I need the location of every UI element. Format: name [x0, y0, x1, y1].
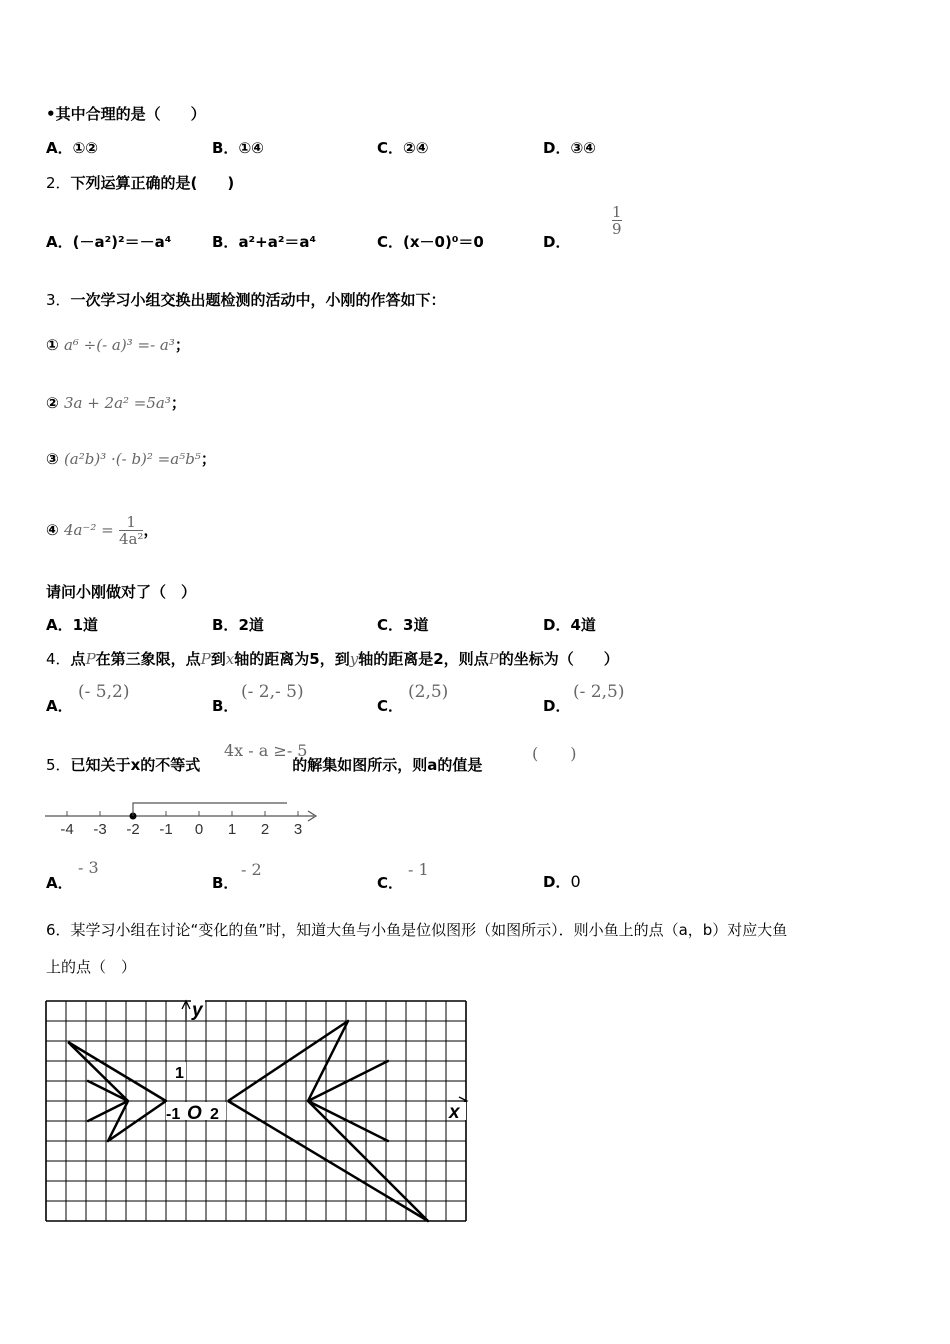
q2-option-d-fraction: $\frac{1}{9}$: [612, 203, 622, 238]
number-line-tick-label: 1: [227, 821, 237, 838]
grid-label-two: 2: [210, 1106, 219, 1123]
q3-item-4: ④ 4a⁻² = $\frac{1}{\text{4a²}}$ ，: [46, 513, 159, 548]
q3-item-4-fraction: $\frac{1}{\text{4a²}}$: [118, 513, 144, 548]
q6-stem-line-2: 上的点（ ）: [46, 958, 137, 976]
number-line-ticks: [60, 811, 302, 838]
q2-stem: 2．下列运算正确的是( ): [46, 174, 235, 192]
q4-option-d: D．: [543, 697, 571, 715]
grid-label-x: x: [449, 1102, 460, 1123]
q5-option-b-value: - 2: [241, 860, 262, 879]
number-line-tick-label: -2: [126, 821, 140, 838]
q4-option-b-value: (- 2,- 5): [241, 682, 304, 702]
q3-option-c: C．3道: [377, 616, 429, 634]
q-prev-stem-tail: •其中合理的是（ ）: [46, 105, 206, 123]
q5-option-a: A．: [46, 874, 73, 892]
q5-number-line: [40, 795, 330, 845]
q2-option-a: A．(－a²)²＝－a⁴: [46, 233, 172, 251]
grid-label-y: y: [192, 1000, 203, 1021]
q6-fish-grid: [44, 998, 474, 1228]
q3-item-3: ③ (a²b)³ ·(- b)² =a⁵b⁵；: [46, 450, 216, 468]
number-line-tick-label: 2: [260, 821, 270, 838]
q6-stem-line-1: 6．某学习小组在讨论“变化的鱼”时，知道大鱼与小鱼是位似图形（如图所示）．则小鱼上的点（a，b）对应大鱼: [46, 921, 788, 939]
solution-ray: [133, 803, 287, 816]
q3-item-1: ① a⁶ ÷(- a)³ =- a³；: [46, 336, 190, 354]
q5-paren: ( ): [532, 744, 577, 763]
grid-label-origin: O: [187, 1103, 202, 1124]
q2-option-c: C．(x－0)⁰＝0: [377, 233, 484, 251]
q5-inequality: 4x - a ≥- 5: [224, 741, 308, 760]
q4-option-c: C．: [377, 697, 404, 715]
small-fish: [68, 1042, 166, 1141]
q-prev-option-b: B．①④: [212, 139, 264, 157]
q4-option-a: A．: [46, 697, 73, 715]
q5-option-c-value: - 1: [408, 860, 429, 879]
q3-option-a: A．1道: [46, 616, 99, 634]
q-prev-option-a: A．①②: [46, 139, 99, 157]
q5-option-a-value: - 3: [78, 858, 99, 877]
q4-stem: 4．点P在第三象限，点P到x轴的距离为5，到y轴的距离是2，则点P的坐标为（ ）: [46, 650, 619, 668]
number-line-tick-label: 3: [293, 821, 303, 838]
number-line-tick-label: 0: [194, 821, 204, 838]
q2-option-b: B．a²+a²＝a⁴: [212, 233, 317, 251]
q3-question: 请问小刚做对了（ ）: [46, 583, 197, 601]
q-prev-option-c: C．②④: [377, 139, 429, 157]
number-line-tick-label: -1: [159, 821, 173, 838]
q5-option-c: C．: [377, 874, 404, 892]
q3-option-d: D．4道: [543, 616, 596, 634]
q5-option-d: D．0: [543, 872, 581, 891]
number-line-tick-label: -4: [60, 821, 74, 838]
q3-stem: 3．一次学习小组交换出题检测的活动中，小刚的作答如下：: [46, 291, 446, 309]
q4-option-d-value: (- 2,5): [573, 682, 625, 702]
grid-label-one: 1: [175, 1065, 184, 1082]
number-line-tick-label: -3: [93, 821, 107, 838]
q4-option-c-value: (2,5): [408, 682, 449, 702]
q3-option-b: B．2道: [212, 616, 264, 634]
q3-item-2: ② 3a + 2a² =5a³；: [46, 394, 186, 412]
q-prev-option-d: D．③④: [543, 139, 596, 157]
q5-stem: 5．已知关于x的不等式 的解集如图所示，则a的值是: [46, 756, 483, 774]
q4-option-b: B．: [212, 697, 239, 715]
q4-option-a-value: (- 5,2): [78, 682, 130, 702]
q5-option-b: B．: [212, 874, 239, 892]
grid-label-neg-one: -1: [166, 1106, 181, 1123]
q2-option-d: D．: [543, 233, 571, 251]
